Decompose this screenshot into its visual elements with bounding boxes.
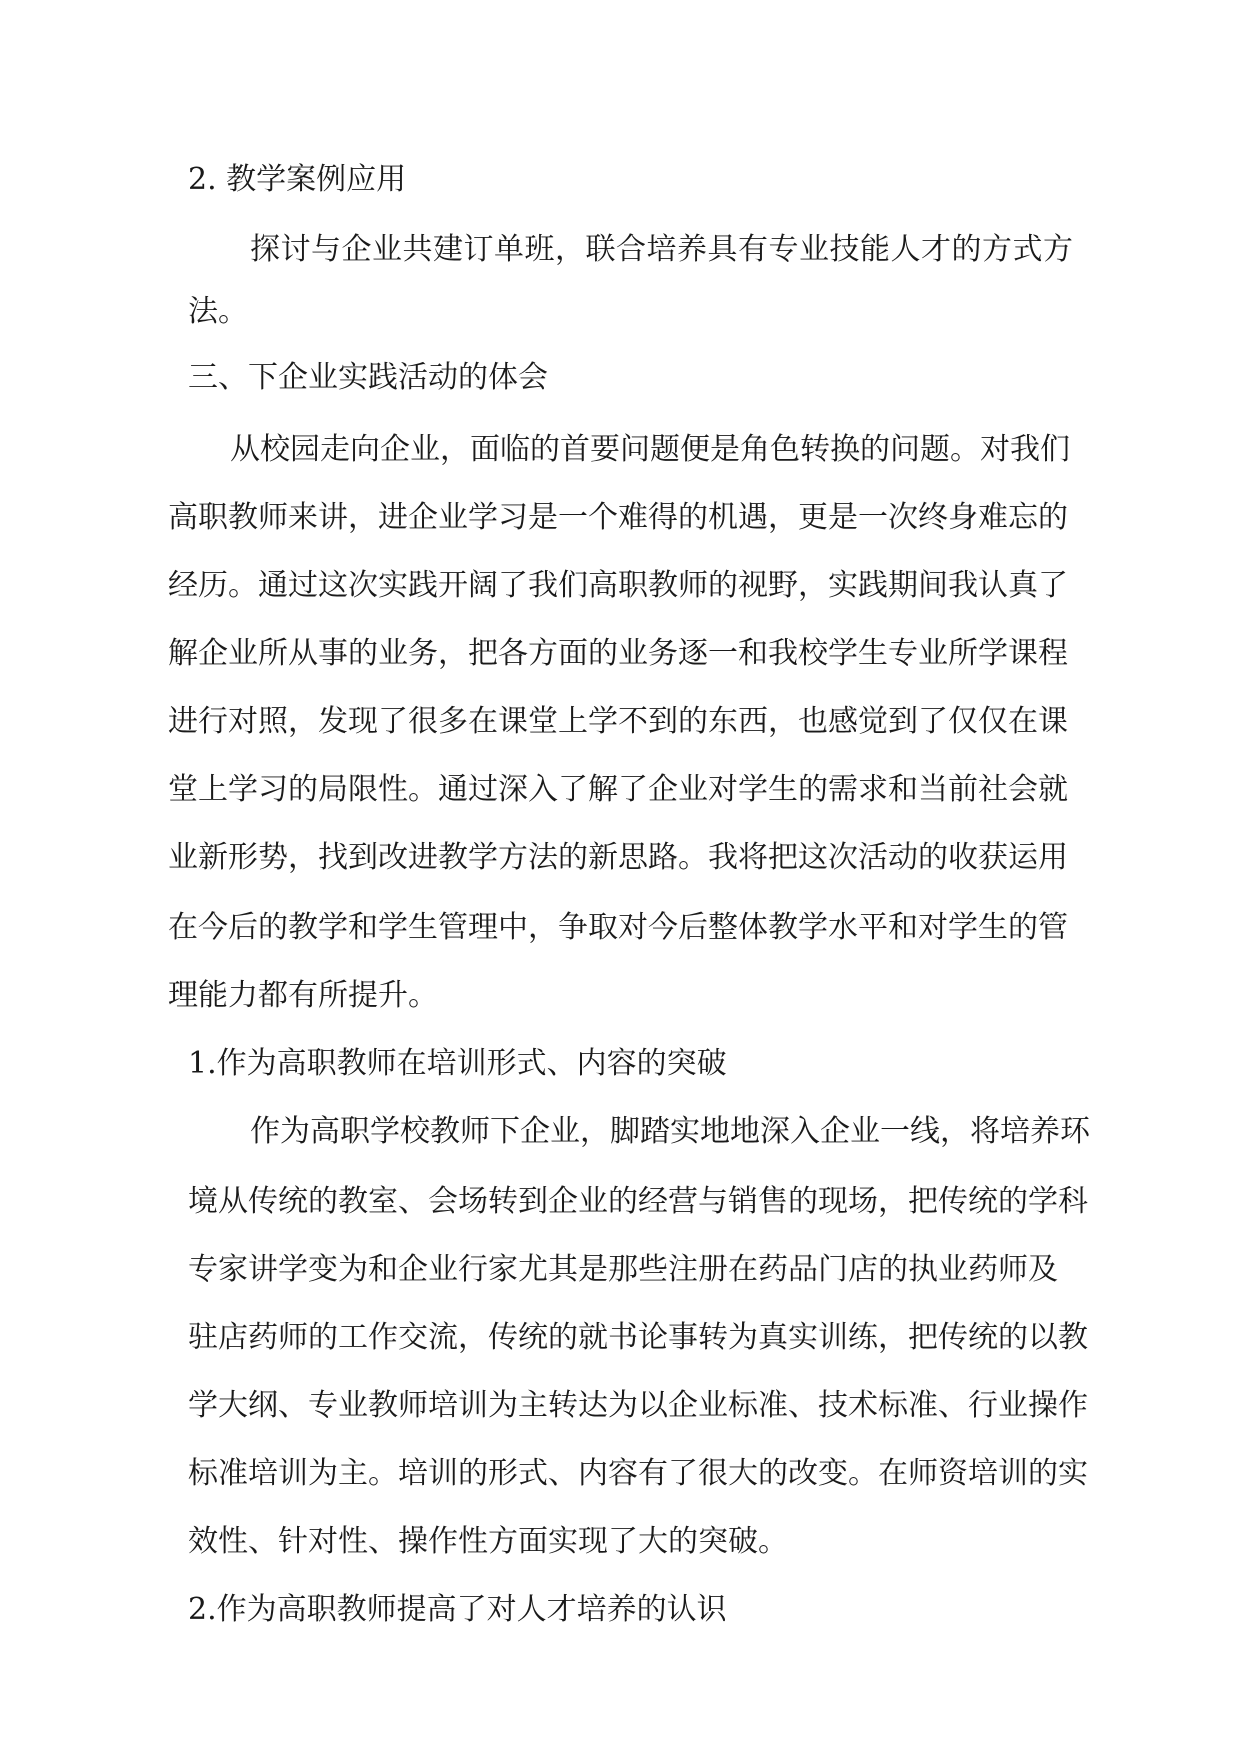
paragraph-line: 理能力都有所提升。 — [168, 978, 438, 1013]
paragraph-line: 效性、针对性、操作性方面实现了大的突破。 — [188, 1524, 788, 1559]
paragraph-line: 经历。通过这次实践开阔了我们高职教师的视野，实践期间我认真了 — [168, 568, 1068, 603]
paragraph-line: 解企业所从事的业务，把各方面的业务逐一和我校学生专业所学课程 — [168, 636, 1068, 671]
section-heading-3: 三、下企业实践活动的体会 — [188, 360, 548, 395]
paragraph-line: 学大纲、专业教师培训为主转达为以企业标准、技术标准、行业操作 — [188, 1388, 1088, 1423]
paragraph-line: 探讨与企业共建订单班，联合培养具有专业技能人才的方式方 — [250, 232, 1074, 267]
paragraph-line: 标准培训为主。培训的形式、内容有了很大的改变。在师资培训的实 — [188, 1456, 1088, 1491]
subheading-talent-training: 2.作为高职教师提高了对人才培养的认识 — [188, 1592, 727, 1627]
paragraph-line: 在今后的教学和学生管理中，争取对今后整体教学水平和对学生的管 — [168, 910, 1068, 945]
paragraph-line: 法。 — [188, 294, 248, 329]
paragraph-line: 从校园走向企业，面临的首要问题便是角色转换的问题。对我们 — [230, 432, 1070, 467]
paragraph-line: 堂上学习的局限性。通过深入了解了企业对学生的需求和当前社会就 — [168, 772, 1068, 807]
paragraph-line: 高职教师来讲，进企业学习是一个难得的机遇，更是一次终身难忘的 — [168, 500, 1068, 535]
paragraph-line: 作为高职学校教师下企业，脚踏实地地深入企业一线，将培养环 — [250, 1114, 1090, 1149]
paragraph-line: 境从传统的教室、会场转到企业的经营与销售的现场，把传统的学科 — [188, 1184, 1088, 1219]
paragraph-line: 驻店药师的工作交流，传统的就书论事转为真实训练，把传统的以教 — [188, 1320, 1088, 1355]
paragraph-line: 业新形势，找到改进教学方法的新思路。我将把这次活动的收获运用 — [168, 840, 1068, 875]
subheading-training-breakthrough: 1.作为高职教师在培训形式、内容的突破 — [188, 1046, 727, 1081]
subheading-teaching-case: 2. 教学案例应用 — [188, 162, 407, 197]
paragraph-line: 专家讲学变为和企业行家尤其是那些注册在药品门店的执业药师及 — [188, 1252, 1058, 1287]
paragraph-line: 进行对照，发现了很多在课堂上学不到的东西，也感觉到了仅仅在课 — [168, 704, 1068, 739]
